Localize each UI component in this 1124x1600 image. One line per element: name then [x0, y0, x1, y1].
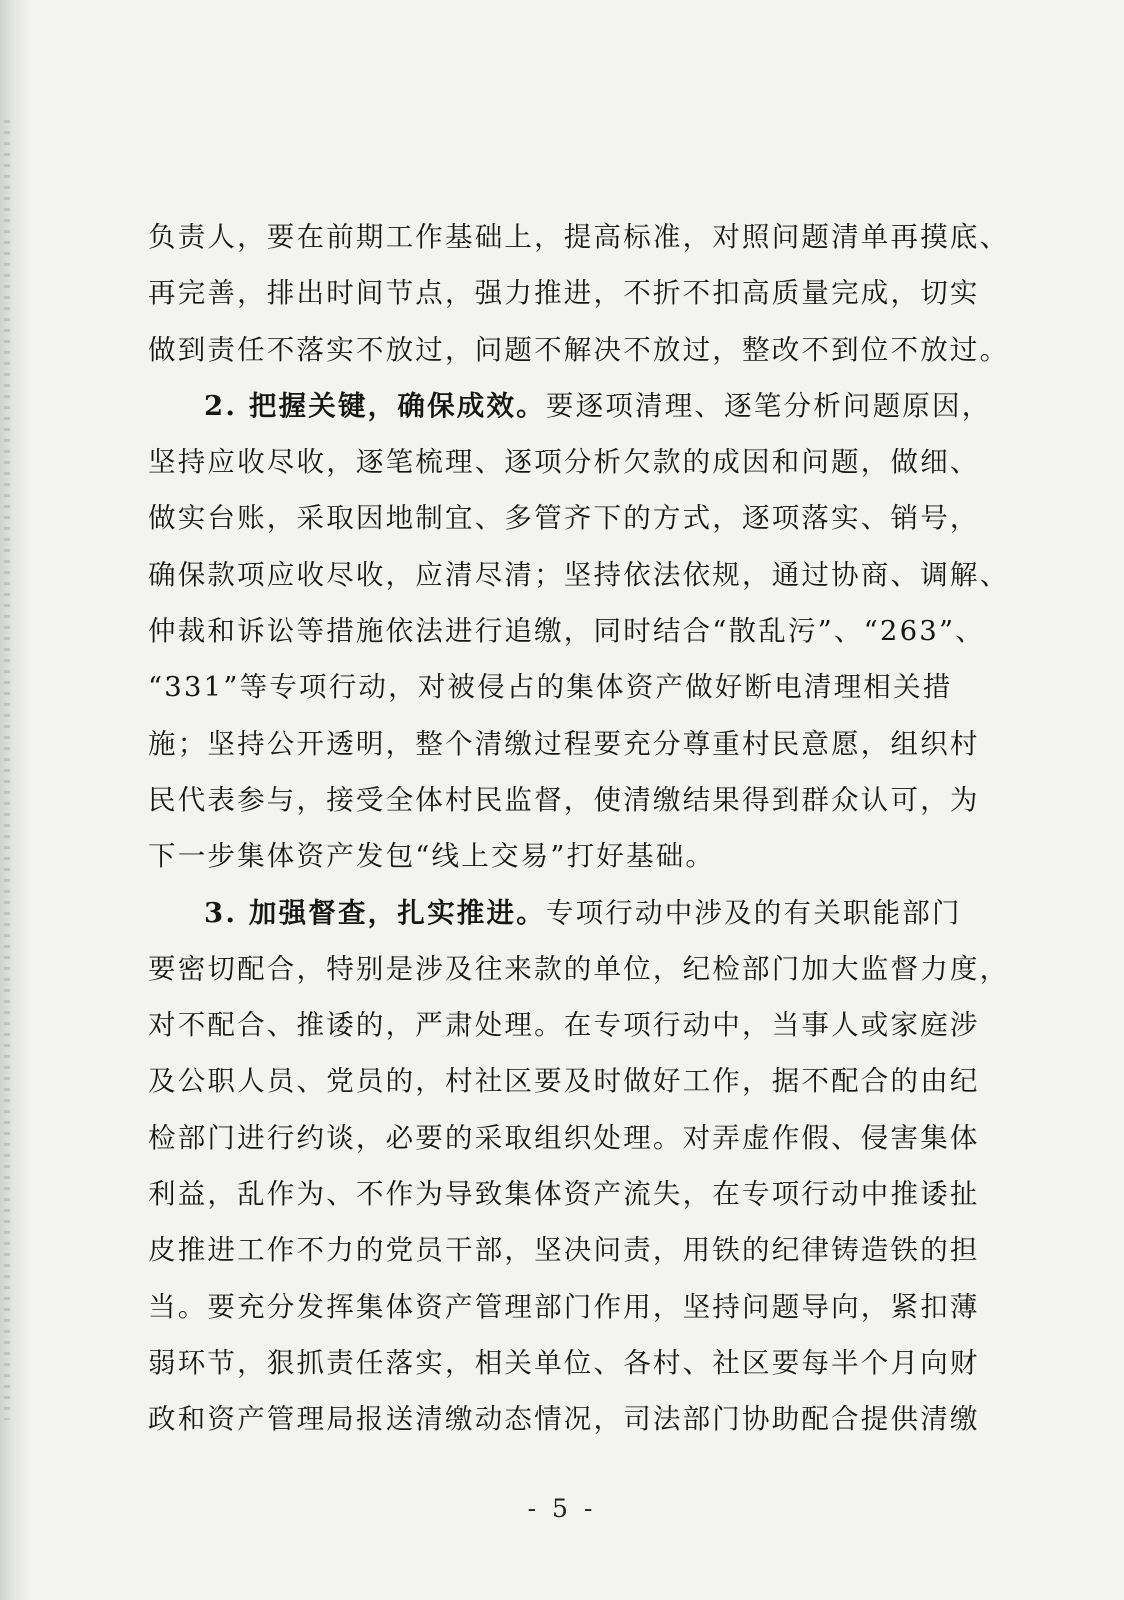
- text-line: 确保款项应收尽收，应清尽清；坚持依法依规，通过协商、调解、: [148, 558, 1010, 591]
- text-line: 皮推进工作不力的党员干部，坚决问责，用铁的纪律铸造铁的担: [148, 1234, 980, 1267]
- item-2-heading: 2. 把握关键，确保成效。: [204, 389, 546, 422]
- text-line: 政和资产管理局报送清缴动态情况，司法部门协助配合提供清缴: [148, 1403, 980, 1436]
- page-number: - 5 -: [527, 1494, 597, 1523]
- text-line: 弱环节，狠抓责任落实，相关单位、各村、社区要每半个月向财: [148, 1346, 980, 1379]
- text-line: 检部门进行约谈，必要的采取组织处理。对弄虚作假、侵害集体: [148, 1121, 980, 1154]
- body-text: [148, 209, 1010, 1448]
- text-line: 负责人，要在前期工作基础上，提高标准，对照问题清单再摸底、: [148, 221, 1010, 253]
- item-3-text: 专项行动中涉及的有关职能部门: [545, 896, 962, 929]
- text-line: 施；坚持公开透明，整个清缴过程要充分尊重村民意愿，组织村: [148, 727, 980, 760]
- text-line: 仲裁和诉讼等措施依法进行追缴，同时结合“散乱污”、“263”、: [148, 615, 985, 648]
- text-line: 再完善，排出时间节点，强力推进，不折不扣高质量完成，切实: [148, 277, 980, 310]
- text-line: “331”等专项行动，对被侵占的集体资产做好断电清理相关措: [148, 671, 953, 704]
- text-line: 要密切配合，特别是涉及往来款的单位，纪检部门加大监督力度，: [148, 952, 1010, 985]
- text-line: 民代表参与，接受全体村民监督，使清缴结果得到群众认可，为: [148, 783, 980, 816]
- item-2-first-line: [148, 378, 992, 434]
- text-line: 坚持应收尽收，逐笔梳理、逐项分析欠款的成因和问题，做细、: [148, 446, 980, 479]
- text-line: 及公职人员、党员的，村社区要及时做好工作，据不配合的由纪: [148, 1065, 980, 1098]
- text-line: 下一步集体资产发包“线上交易”打好基础。: [148, 840, 716, 873]
- text-line: 利益，乱作为、不作为导致集体资产流失，在专项行动中推诿扯: [148, 1178, 980, 1211]
- text-line: 做实台账，采取因地制宜、多管齐下的方式，逐项落实、销号，: [148, 502, 980, 535]
- text-line: 做到责任不落实不放过，问题不解决不放过，整改不到位不放过。: [148, 333, 1010, 366]
- text-line: 对不配合、推诿的，严肃处理。在专项行动中，当事人或家庭涉: [148, 1009, 980, 1042]
- item-3-heading: 3. 加强督查，扎实推进。: [204, 896, 546, 929]
- text-line: 当。要充分发挥集体资产管理部门作用，坚持问题导向，紧扣薄: [148, 1290, 980, 1323]
- scan-edge-artifact: [0, 0, 30, 1600]
- item-3-first-line: [148, 885, 988, 941]
- item-2-text: 要逐项清理、逐笔分析问题原因，: [545, 389, 992, 422]
